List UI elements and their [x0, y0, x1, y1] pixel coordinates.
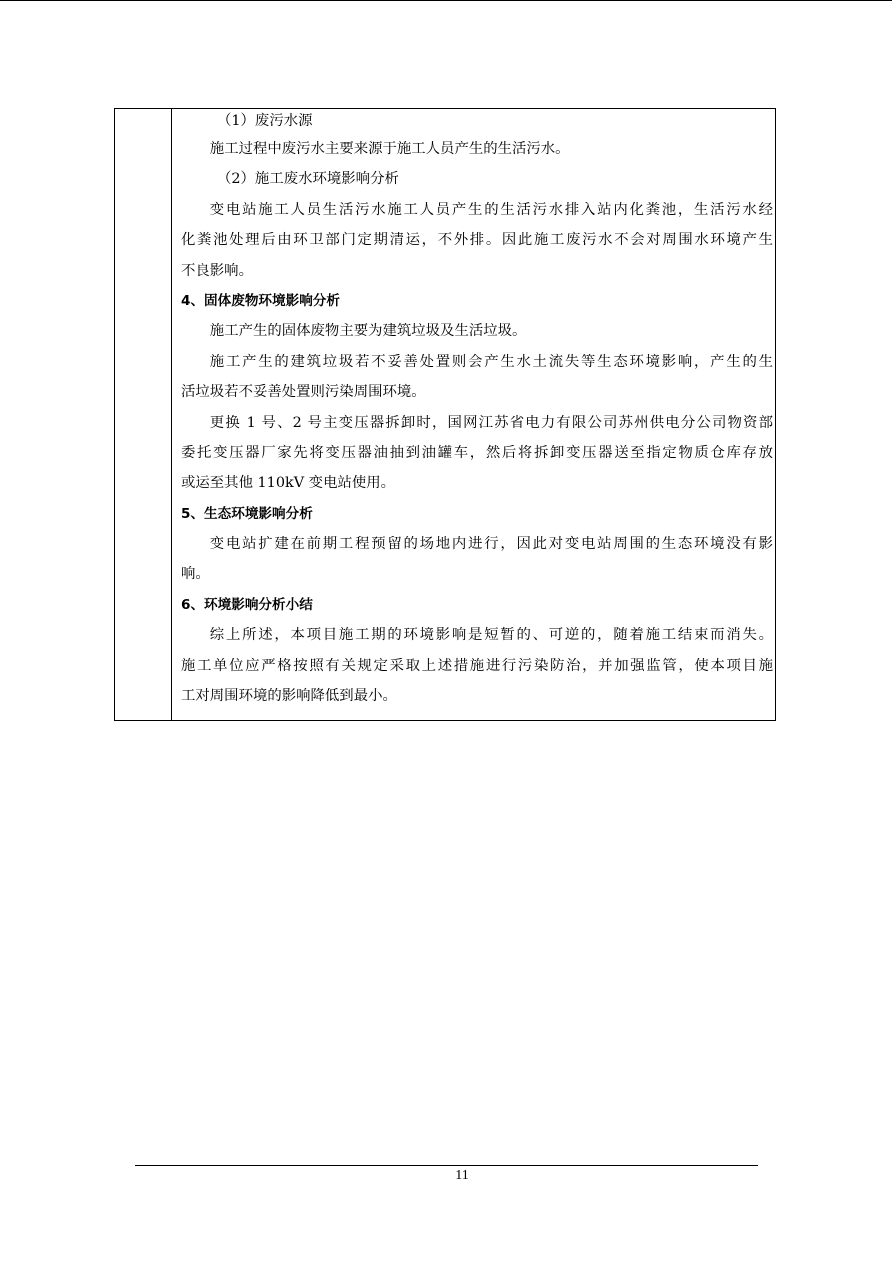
page-top-border	[0, 0, 892, 1]
table-column-divider	[171, 109, 172, 720]
table-content-cell	[181, 109, 773, 711]
solid-waste-line: 委托变压器厂家先将变压器油抽到油罐车，然后将拆卸变压器送至指定物质仓库存放	[181, 444, 773, 461]
summary-heading: 6、环境影响分析小结	[181, 596, 313, 613]
ecology-heading: 5、生态环境影响分析	[181, 505, 313, 522]
summary-line: 综上所述，本项目施工期的环境影响是短暂的、可逆的，随着施工结束而消失。	[209, 627, 773, 644]
summary-line: 工对周围环境的影响降低到最小。	[181, 688, 397, 705]
summary-line: 施工单位应严格按照有关规定采取上述措施进行污染防治，并加强监管，使本项目施	[181, 657, 773, 674]
water-impact-line: 化粪池处理后由环卫部门定期清运，不外排。因此施工废污水不会对周围水环境产生	[181, 232, 773, 249]
water-source-text: 施工过程中废污水主要来源于施工人员产生的生活污水。	[209, 141, 570, 157]
water-source-title: （1）废污水源	[217, 113, 313, 129]
page-number: 11	[455, 1168, 469, 1183]
solid-waste-line: 活垃圾若不妥善处置则污染周围环境。	[181, 384, 426, 401]
ecology-line: 变电站扩建在前期工程预留的场地内进行，因此对变电站周围的生态环境没有影	[209, 536, 773, 553]
water-impact-title: （2）施工废水环境影响分析	[217, 171, 399, 188]
solid-waste-line: 施工产生的固体废物主要为建筑垃圾及生活垃圾。	[209, 323, 527, 340]
water-impact-line: 不良影响。	[181, 262, 253, 279]
ecology-line: 响。	[181, 566, 210, 583]
solid-waste-line: 更换 1 号、2 号主变压器拆卸时，国网江苏省电力有限公司苏州供电分公司物资部	[209, 414, 773, 431]
solid-waste-heading: 4、固体废物环境影响分析	[181, 292, 340, 309]
solid-waste-line: 或运至其他 110kV 变电站使用。	[181, 475, 396, 492]
solid-waste-line: 施工产生的建筑垃圾若不妥善处置则会产生水土流失等生态环境影响，产生的生	[209, 353, 773, 370]
water-impact-line: 变电站施工人员生活污水施工人员产生的生活污水排入站内化粪池，生活污水经	[209, 201, 773, 218]
content-table	[114, 108, 776, 721]
